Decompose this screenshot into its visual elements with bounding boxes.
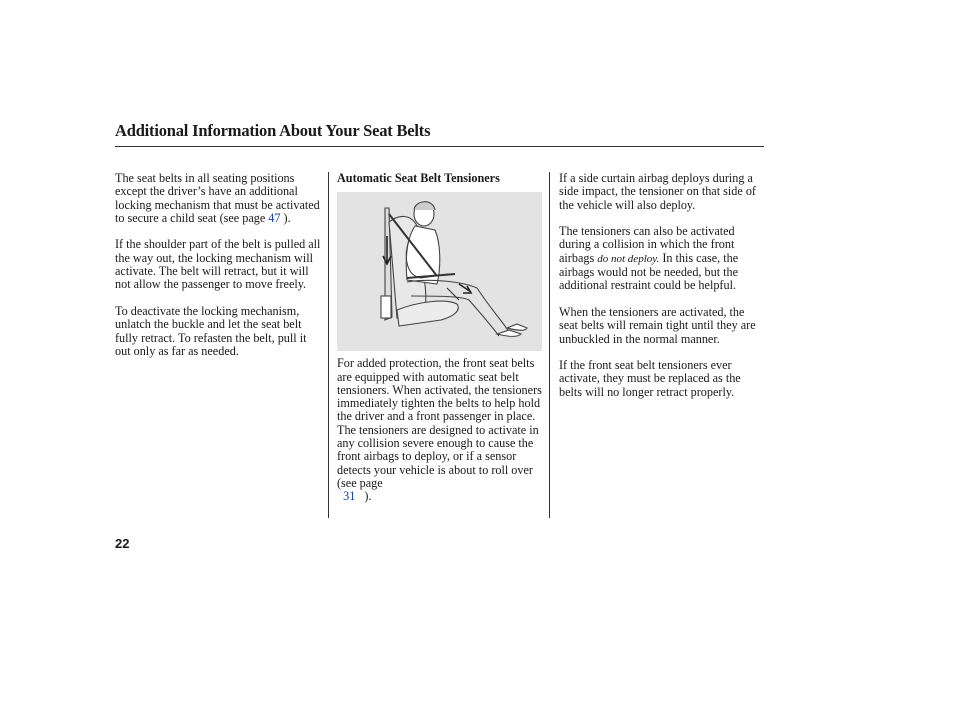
section-heading: Automatic Seat Belt Tensioners [337,171,500,185]
paragraph-text: The tensioners are designed to activate in any collision severe enough to cause the front airbags to deploy, or if a sensor detects your vehicle is about to roll over (see page [337,422,539,490]
page-link-47[interactable]: 47 [268,210,281,225]
column-2 [337,172,543,517]
seat-belt-illustration [337,192,542,351]
column-3 [559,172,765,412]
paragraph-end: ). [364,489,372,504]
column-1 [115,172,323,371]
paragraph-side-curtain: If a side curtain airbag deploys during a side impact, the tensioner on that side of the vehicle will also deploy. [559,171,756,212]
paragraph-deactivate-locking: To deactivate the locking mechanism, unlatch the buckle and let the seat belt fully retract. To refasten the belt, pull it out only as far as needed. [115,303,307,358]
paragraph-end: ). [283,210,291,225]
column-divider [328,172,329,518]
seated-passenger-icon [337,192,542,351]
paragraph-shoulder-belt: If the shoulder part of the belt is pulled all the way out, the locking mechanism will activate. The belt will retract, but it will not allow the passenger to move freely. [115,237,321,292]
paragraph-added-protection: For added protection, the front seat belts are equipped with automatic seat belt tensioners. When activated, the tensioners immediately tighten the belts to help hold the driver and a front passenger in place. [337,356,542,424]
paragraph-replace-tensioners: If the front seat belt tensioners ever activate, they must be replaced as the belts will no longer retract properly. [559,358,741,399]
paragraph-text: In this case, the airbags would not be needed, but the additional restraint could be helpful. [559,250,739,293]
emphasis-text: do not deploy. [597,252,660,265]
title-rule [115,146,764,147]
paragraph-collision-activation [559,225,765,292]
paragraph-tensioner-activation [337,424,543,504]
page-link-31[interactable]: 31 [343,489,356,504]
page-title: Additional Information About Your Seat Belts [115,121,431,140]
page-number: 22 [115,536,130,551]
paragraph-text: The tensioners can also be activated during a collision in which the front airbags [559,224,735,265]
paragraph-text: The seat belts in all seating positions except the driver’s have an additional locking mechanism that must be activated to secure a child seat (see page [115,171,320,225]
paragraph-remain-tight: When the tensioners are activated, the seat belts will remain tight until they are unbuckled in the normal manner. [559,304,756,346]
column-divider [549,172,550,518]
paragraph-child-seat-locking [115,172,323,225]
